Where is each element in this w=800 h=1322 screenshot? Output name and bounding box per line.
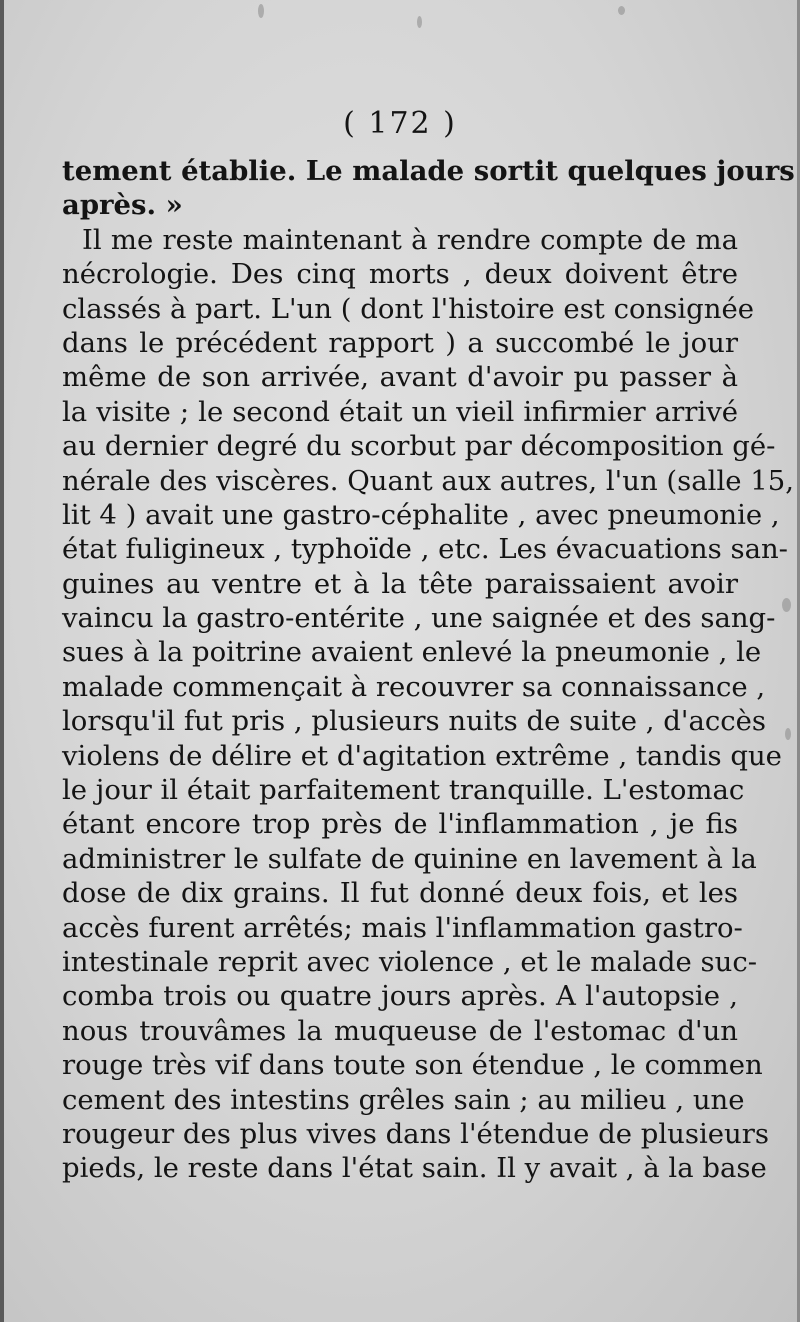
text-line: après. » — [62, 189, 183, 222]
paper-speck — [618, 6, 625, 15]
text-line: cement des intestins grêles sain ; au milieu , une — [62, 1083, 745, 1116]
text-line: guines au ventre et à la tête paraissaient avoir — [62, 567, 738, 600]
paper-speck — [785, 728, 791, 740]
paper-speck — [258, 4, 264, 18]
text-line: Il me reste maintenant à rendre compte de ma — [82, 223, 738, 256]
text-line: rougeur des plus vives dans l'étendue de plusieurs — [62, 1117, 770, 1150]
text-line: violens de délire et d'agitation extrême , tandis que — [62, 739, 782, 772]
text-line: malade commençait à recouvrer sa connaissance , — [62, 670, 766, 703]
body-text — [62, 154, 795, 1186]
text-line: le jour il était parfaitement tranquille. L'estomac — [62, 774, 745, 807]
text-line: intestinale reprit avec violence , et le malade suc- — [62, 945, 758, 978]
text-line: comba trois ou quatre jours après. A l'autopsie , — [62, 980, 738, 1013]
text-line: tement établie. Le malade sortit quelques jours — [62, 155, 795, 187]
text-line: état fuligineux , typhoïde , etc. Les évacuations san- — [62, 533, 788, 566]
text-line: classés à part. L'un ( dont l'histoire est consignée — [62, 292, 755, 325]
text-line: dans le précédent rapport ) a succombé le jour — [62, 326, 738, 359]
text-line: nérale des viscères. Quant aux autres, l'un (salle 15, — [62, 464, 794, 497]
text-line: pieds, le reste dans l'état sain. Il y avait , à la base — [62, 1152, 767, 1185]
paper-speck — [417, 16, 422, 28]
text-line: nécrologie. Des cinq morts , deux doivent être — [62, 258, 738, 291]
text-line: étant encore trop près de l'inflammation , je fis — [62, 808, 738, 841]
text-line: accès furent arrêtés; mais l'inflammation gastro- — [62, 911, 743, 944]
text-line: au dernier degré du scorbut par décomposition gé- — [62, 430, 776, 463]
text-line: dose de dix grains. Il fut donné deux fois, et les — [62, 877, 738, 910]
text-line: lit 4 ) avait une gastro-céphalite , avec pneumonie , — [62, 498, 780, 531]
text-line: administrer le sulfate de quinine en lavement à la — [62, 842, 757, 875]
text-line: nous trouvâmes la muqueuse de l'estomac d'un — [62, 1014, 738, 1047]
page-number: ( 172 ) — [343, 106, 457, 141]
text-line: rouge très vif dans toute son étendue , le commen — [62, 1049, 763, 1082]
text-line: lorsqu'il fut pris , plusieurs nuits de suite , d'accès — [62, 705, 767, 738]
text-line: même de son arrivée, avant d'avoir pu passer à — [62, 361, 738, 394]
text-line: la visite ; le second était un vieil infirmier arrivé — [62, 395, 738, 428]
text-line: sues à la poitrine avaient enlevé la pneumonie , le — [62, 636, 762, 669]
paper-speck — [782, 598, 791, 612]
text-line: vaincu la gastro-entérite , une saignée et des sang- — [62, 602, 776, 635]
page-edge-shadow — [0, 0, 4, 1322]
